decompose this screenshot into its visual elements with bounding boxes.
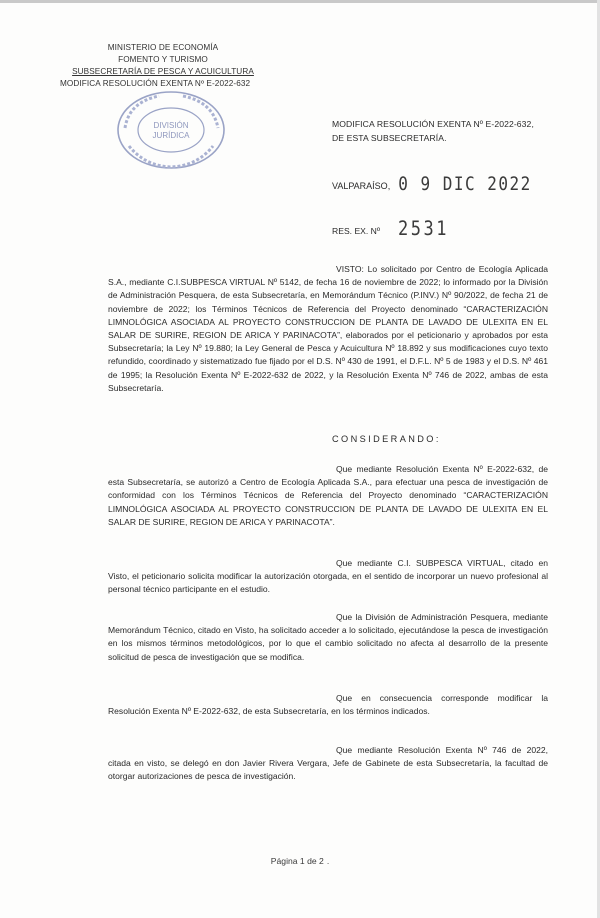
stamp-inner-ring	[138, 108, 204, 152]
stamp-outer-ring	[118, 92, 224, 168]
resolution-number-label: RES. EX. Nº	[332, 226, 381, 236]
considerando-paragraph-1: Que mediante Resolución Exenta Nº E-2022-632, de esta Subsecretaría, se autorizó a Centro de Ecología Aplicada S.A., para efectuar una pesca de investigación de conformidad con los Términos Técnicos de Referencia del Proyecto denominado “CARACTERIZACIÓN LIMNOLÓGICA ASOCIADA AL PROYECTO CONSTRUCCION DE PLANTA DE LAVADO DE ULEXITA EN EL SALAR DE SURIRE, REGION DE ARICA Y PARINACOTA”.	[108, 464, 548, 527]
division-juridica-stamp	[115, 88, 227, 172]
visto-section	[108, 263, 548, 395]
undersecretariat-line: SUBSECRETARÍA DE PESCA Y ACUICULTURA	[72, 67, 254, 76]
considerando-paragraph-4: Que en consecuencia corresponde modificar la Resolución Exenta Nº E-2022-632, de esta Subsecretaría, en los términos indicados.	[108, 693, 548, 717]
reference-line-2: DE ESTA SUBSECRETARÍA.	[332, 133, 447, 143]
considerando-paragraph-5: Que mediante Resolución Exenta Nº 746 de 2022, citada en visto, se delegó en don Javier Rivera Vergara, Jefe de Gabinete de esta Subsecretaría, la facultad de otorgar autorizaciones de pesca de investigación.	[108, 745, 548, 782]
considerando-item	[108, 611, 548, 664]
scan-top-edge	[0, 0, 600, 3]
considerando-item	[108, 557, 548, 597]
visto-paragraph: VISTO: Lo solicitado por Centro de Ecología Aplicada S.A., mediante C.I.SUBPESCA VIRTUAL Nº 5142, de fecha 16 de noviembre de 2022; lo informado por la División de Administración Pesquera, de esta Subsecretaría, en Memorándum Técnico (P.INV.) Nº 90/2022, de fecha 21 de noviembre de 2022; los Términos Técnicos de Referencia del Proyecto denominado “CARACTERIZACIÓN LIMNOLÓGICA ASOCIADA AL PROYECTO CONSTRUCCION DE PLANTA DE LAVADO DE ULEXITA EN EL SALAR DE SURIRE, REGION DE ARICA Y PARINACOTA”, elaborados por el peticionario y aprobados por esta Subsecretaría; la Ley Nº 19.880; la Ley General de Pesca y Acuicultura Nº 18.892 y sus modificaciones cuyo texto refundido, coordinado y sistematizado fue fijado por el D.S. Nº 430 de 1991, el D.F.L. Nº 5 de 1983 y el D.S. Nº 461 de 1995; la Resolución Exenta Nº E-2022-632 de 2022, y la Resolución Exenta Nº 746 de 2022, ambas de esta Subsecretaría.	[108, 264, 548, 393]
ministry-line: MINISTERIO DE ECONOMÍA	[107, 43, 219, 52]
considerando-heading: CONSIDERANDO:	[332, 434, 441, 444]
resolution-reference	[332, 117, 577, 145]
place-and-date	[332, 174, 532, 193]
ministry-header	[58, 42, 268, 90]
considerando-item	[108, 463, 548, 529]
page-footer	[0, 856, 600, 866]
date-stamp: 0 9 DIC 2022	[398, 172, 532, 195]
reference-line-1: MODIFICA RESOLUCIÓN EXENTA Nº E-2022-632,	[332, 119, 534, 129]
page-number: Página 1 de 2	[270, 856, 324, 866]
stamp-text-division: DIVISIÓN	[153, 121, 189, 130]
stamp-text-juridica: JURÍDICA	[152, 131, 190, 140]
stamp-arc-text-bottom	[129, 146, 213, 167]
header-subject-line: MODIFICA RESOLUCIÓN EXENTA Nº E-2022-632	[60, 79, 251, 88]
considerando-item	[108, 744, 548, 784]
footer-mark: .	[326, 856, 330, 866]
ministry-subline: FOMENTO Y TURISMO	[118, 55, 208, 64]
considerando-item	[108, 692, 548, 718]
considerando-paragraph-2: Que mediante C.I. SUBPESCA VIRTUAL, citado en Visto, el peticionario solicita modificar la autorización otorgada, en el sentido de incorporar un nuevo profesional al personal técnico participante en el estudio.	[108, 558, 548, 595]
place: VALPARAÍSO,	[332, 181, 391, 191]
considerando-paragraph-3: Que la División de Administración Pesquera, mediante Memorándum Técnico, citado en Visto, ha solicitado acceder a lo solicitado, ejecutándose la pesca de investigación en los mismos términos metodológicos, por lo que el cambio solicitado no afecta al desarrollo de la presente solicitud de pesca de investigación que se modifica.	[108, 612, 548, 662]
resolution-number: 2531	[398, 217, 449, 241]
resolution-number-row	[332, 219, 449, 239]
